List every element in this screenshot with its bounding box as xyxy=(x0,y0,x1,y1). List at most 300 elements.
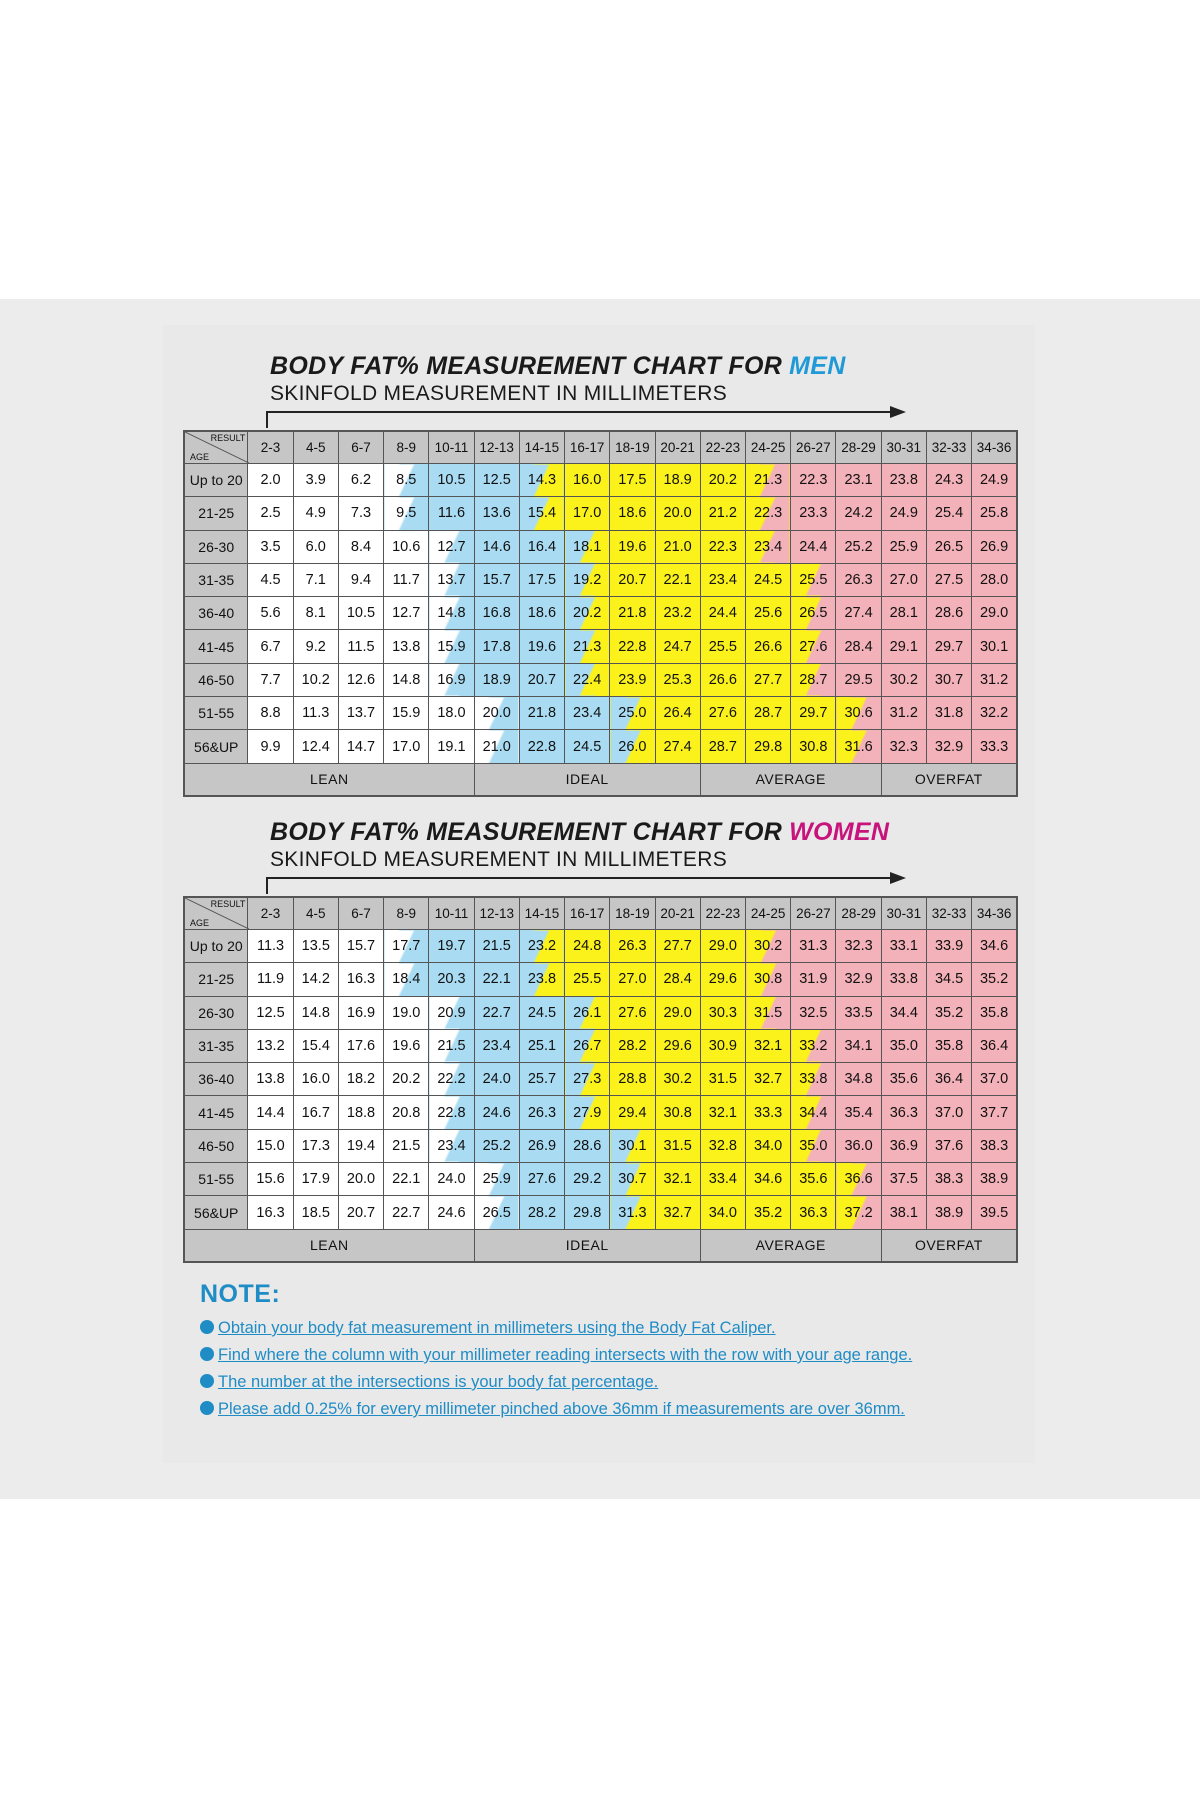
table-row xyxy=(184,1063,1017,1096)
body-fat-value: 28.1 xyxy=(881,597,926,630)
table-row xyxy=(184,1096,1017,1129)
body-fat-value: 16.3 xyxy=(338,963,383,996)
bullet-icon xyxy=(200,1374,214,1388)
body-fat-value: 27.0 xyxy=(610,963,655,996)
body-fat-value: 35.2 xyxy=(926,996,971,1029)
body-fat-value: 19.6 xyxy=(610,530,655,563)
body-fat-value: 27.9 xyxy=(565,1096,610,1129)
category-row xyxy=(184,1229,1017,1262)
body-fat-value: 39.5 xyxy=(972,1196,1017,1229)
body-fat-value: 28.8 xyxy=(610,1063,655,1096)
body-fat-value: 22.1 xyxy=(384,1163,429,1196)
body-fat-value: 25.9 xyxy=(474,1163,519,1196)
body-fat-value: 38.1 xyxy=(881,1196,926,1229)
body-fat-value: 26.0 xyxy=(610,730,655,763)
body-fat-value: 31.3 xyxy=(791,930,836,963)
table-row xyxy=(184,1196,1017,1229)
body-fat-value: 37.2 xyxy=(836,1196,881,1229)
body-fat-value: 35.0 xyxy=(881,1029,926,1062)
category-label: IDEAL xyxy=(474,1229,700,1262)
body-fat-value: 3.5 xyxy=(248,530,293,563)
body-fat-value: 32.5 xyxy=(791,996,836,1029)
body-fat-value: 25.5 xyxy=(791,563,836,596)
body-fat-value: 21.3 xyxy=(565,630,610,663)
body-fat-value: 28.6 xyxy=(926,597,971,630)
body-fat-value: 34.0 xyxy=(746,1129,791,1162)
body-fat-value: 36.6 xyxy=(836,1163,881,1196)
body-fat-value: 11.9 xyxy=(248,963,293,996)
body-fat-value: 30.1 xyxy=(972,630,1017,663)
body-fat-value: 15.4 xyxy=(293,1029,338,1062)
age-range-label: 41-45 xyxy=(184,630,248,663)
body-fat-value: 21.8 xyxy=(519,697,564,730)
table-row xyxy=(184,1029,1017,1062)
body-fat-value: 11.6 xyxy=(429,497,474,530)
age-range-label: 56&UP xyxy=(184,730,248,763)
body-fat-value: 20.7 xyxy=(338,1196,383,1229)
body-fat-value: 21.8 xyxy=(610,597,655,630)
body-fat-value: 11.5 xyxy=(338,630,383,663)
body-fat-value: 31.6 xyxy=(836,730,881,763)
age-range-label: 36-40 xyxy=(184,597,248,630)
body-fat-value: 16.0 xyxy=(565,464,610,497)
body-fat-value: 18.4 xyxy=(384,963,429,996)
body-fat-value: 20.2 xyxy=(384,1063,429,1096)
body-fat-value: 34.1 xyxy=(836,1029,881,1062)
body-fat-value: 21.0 xyxy=(655,530,700,563)
body-fat-value: 12.6 xyxy=(338,663,383,696)
body-fat-value: 16.3 xyxy=(248,1196,293,1229)
body-fat-value: 31.2 xyxy=(972,663,1017,696)
women-gender-label: WOMEN xyxy=(789,818,890,846)
body-fat-value: 14.7 xyxy=(338,730,383,763)
body-fat-value: 16.9 xyxy=(429,663,474,696)
age-range-label: 31-35 xyxy=(184,563,248,596)
body-fat-value: 14.6 xyxy=(474,530,519,563)
age-range-label: 26-30 xyxy=(184,530,248,563)
body-fat-value: 29.5 xyxy=(836,663,881,696)
column-header: 30-31 xyxy=(881,431,926,464)
body-fat-value: 20.0 xyxy=(474,697,519,730)
body-fat-value: 14.4 xyxy=(248,1096,293,1129)
corner-result-label: RESULT xyxy=(210,433,246,443)
column-header: 32-33 xyxy=(926,431,971,464)
body-fat-value: 20.9 xyxy=(429,996,474,1029)
body-fat-value: 22.2 xyxy=(429,1063,474,1096)
table-row xyxy=(184,530,1017,563)
body-fat-value: 25.5 xyxy=(700,630,745,663)
body-fat-value: 18.9 xyxy=(655,464,700,497)
body-fat-value: 27.6 xyxy=(610,996,655,1029)
body-fat-value: 28.0 xyxy=(972,563,1017,596)
body-fat-value: 29.0 xyxy=(700,930,745,963)
body-fat-value: 22.3 xyxy=(745,497,790,530)
body-fat-value: 23.2 xyxy=(655,597,700,630)
body-fat-value: 21.5 xyxy=(429,1029,474,1062)
column-header: 22-23 xyxy=(700,897,745,930)
body-fat-value: 28.7 xyxy=(791,663,836,696)
body-fat-value: 26.9 xyxy=(519,1129,564,1162)
body-fat-value: 26.6 xyxy=(745,630,790,663)
notes-title: NOTE: xyxy=(200,1280,281,1308)
body-fat-value: 23.1 xyxy=(836,464,881,497)
body-fat-value: 37.0 xyxy=(926,1096,971,1129)
body-fat-value: 36.3 xyxy=(881,1096,926,1129)
body-fat-value: 29.4 xyxy=(610,1096,655,1129)
body-fat-value: 25.8 xyxy=(972,497,1017,530)
column-header: 28-29 xyxy=(836,897,881,930)
category-label: LEAN xyxy=(184,763,474,796)
body-fat-value: 35.8 xyxy=(972,996,1017,1029)
body-fat-value: 38.3 xyxy=(926,1163,971,1196)
body-fat-value: 32.1 xyxy=(655,1163,700,1196)
body-fat-value: 32.9 xyxy=(836,963,881,996)
body-fat-value: 30.1 xyxy=(610,1129,655,1162)
column-header: 16-17 xyxy=(565,897,610,930)
body-fat-value: 30.3 xyxy=(700,996,745,1029)
body-fat-value: 24.0 xyxy=(429,1163,474,1196)
body-fat-value: 36.3 xyxy=(791,1196,836,1229)
corner-header xyxy=(184,897,248,930)
body-fat-value: 13.5 xyxy=(293,930,338,963)
body-fat-value: 23.4 xyxy=(745,530,790,563)
body-fat-value: 31.3 xyxy=(610,1196,655,1229)
body-fat-value: 18.2 xyxy=(338,1063,383,1096)
body-fat-value: 23.4 xyxy=(474,1029,519,1062)
body-fat-value: 23.4 xyxy=(700,563,745,596)
body-fat-value: 37.5 xyxy=(881,1163,926,1196)
body-fat-value: 30.7 xyxy=(926,663,971,696)
bullet-icon xyxy=(200,1320,214,1334)
note-item xyxy=(200,1400,1000,1419)
body-fat-value: 18.5 xyxy=(293,1196,338,1229)
body-fat-value: 24.4 xyxy=(791,530,836,563)
body-fat-value: 35.6 xyxy=(881,1063,926,1096)
body-fat-value: 32.3 xyxy=(836,930,881,963)
body-fat-value: 20.0 xyxy=(655,497,700,530)
body-fat-value: 26.1 xyxy=(565,996,610,1029)
body-fat-value: 8.8 xyxy=(248,697,293,730)
corner-result-label: RESULT xyxy=(210,899,246,909)
body-fat-value: 21.2 xyxy=(700,497,745,530)
body-fat-value: 22.1 xyxy=(474,963,519,996)
bullet-icon xyxy=(200,1347,214,1361)
body-fat-value: 17.5 xyxy=(610,464,655,497)
body-fat-value: 12.7 xyxy=(429,530,474,563)
category-label: LEAN xyxy=(184,1229,474,1262)
body-fat-value: 28.7 xyxy=(745,697,790,730)
body-fat-value: 17.9 xyxy=(293,1163,338,1196)
body-fat-value: 33.9 xyxy=(926,930,971,963)
table-row xyxy=(184,497,1017,530)
note-text: Please add 0.25% for every millimeter pinched above 36mm if measurements are over 36mm. xyxy=(218,1400,905,1418)
women-chart-table xyxy=(183,896,1018,1263)
body-fat-value: 15.9 xyxy=(384,697,429,730)
table-row xyxy=(184,563,1017,596)
column-header: 4-5 xyxy=(293,431,338,464)
column-header: 18-19 xyxy=(610,897,655,930)
body-fat-value: 19.4 xyxy=(338,1129,383,1162)
body-fat-value: 25.2 xyxy=(836,530,881,563)
table-row xyxy=(184,663,1017,696)
body-fat-value: 5.6 xyxy=(248,597,293,630)
age-range-label: 36-40 xyxy=(184,1063,248,1096)
column-header: 16-17 xyxy=(565,431,610,464)
column-header: 2-3 xyxy=(248,897,293,930)
body-fat-value: 12.7 xyxy=(384,597,429,630)
body-fat-value: 26.4 xyxy=(655,697,700,730)
men-chart-table xyxy=(183,430,1018,797)
body-fat-value: 8.4 xyxy=(338,530,383,563)
body-fat-value: 13.7 xyxy=(429,563,474,596)
body-fat-value: 10.5 xyxy=(338,597,383,630)
body-fat-value: 3.9 xyxy=(293,464,338,497)
body-fat-value: 28.7 xyxy=(700,730,745,763)
body-fat-value: 31.5 xyxy=(655,1129,700,1162)
body-fat-value: 25.0 xyxy=(610,697,655,730)
column-header: 28-29 xyxy=(836,431,881,464)
body-fat-value: 14.3 xyxy=(519,464,564,497)
body-fat-value: 19.6 xyxy=(519,630,564,663)
body-fat-value: 26.9 xyxy=(972,530,1017,563)
note-text: Obtain your body fat measurement in millimeters using the Body Fat Caliper. xyxy=(218,1319,776,1337)
body-fat-value: 16.8 xyxy=(474,597,519,630)
women-direction-arrow xyxy=(266,870,1096,894)
body-fat-value: 15.4 xyxy=(519,497,564,530)
body-fat-value: 37.7 xyxy=(972,1096,1017,1129)
body-fat-value: 8.1 xyxy=(293,597,338,630)
body-fat-value: 15.6 xyxy=(248,1163,293,1196)
table-row xyxy=(184,597,1017,630)
body-fat-value: 18.9 xyxy=(474,663,519,696)
column-header: 26-27 xyxy=(791,897,836,930)
body-fat-value: 35.0 xyxy=(791,1129,836,1162)
body-fat-value: 30.2 xyxy=(746,930,791,963)
column-header: 26-27 xyxy=(791,431,836,464)
note-text: Find where the column with your millimeter reading intersects with the row with your age range. xyxy=(218,1346,913,1364)
women-chart xyxy=(183,818,1018,1278)
body-fat-value: 32.9 xyxy=(926,730,971,763)
body-fat-value: 24.8 xyxy=(565,930,610,963)
body-fat-value: 26.6 xyxy=(700,663,745,696)
body-fat-value: 27.6 xyxy=(700,697,745,730)
body-fat-value: 38.9 xyxy=(972,1163,1017,1196)
corner-age-label: AGE xyxy=(190,918,210,928)
body-fat-value: 38.3 xyxy=(972,1129,1017,1162)
body-fat-value: 27.3 xyxy=(565,1063,610,1096)
body-fat-value: 26.5 xyxy=(926,530,971,563)
body-fat-value: 14.8 xyxy=(293,996,338,1029)
body-fat-value: 4.5 xyxy=(248,563,293,596)
body-fat-value: 20.7 xyxy=(610,563,655,596)
body-fat-value: 18.1 xyxy=(565,530,610,563)
column-header: 32-33 xyxy=(926,897,971,930)
body-fat-value: 10.5 xyxy=(429,464,474,497)
body-fat-value: 30.2 xyxy=(881,663,926,696)
body-fat-value: 24.0 xyxy=(474,1063,519,1096)
body-fat-value: 38.9 xyxy=(926,1196,971,1229)
column-header: 14-15 xyxy=(519,431,564,464)
body-fat-value: 19.1 xyxy=(429,730,474,763)
body-fat-value: 11.3 xyxy=(293,697,338,730)
body-fat-value: 14.8 xyxy=(384,663,429,696)
table-row xyxy=(184,930,1017,963)
body-fat-value: 21.0 xyxy=(474,730,519,763)
body-fat-value: 32.8 xyxy=(700,1129,745,1162)
body-fat-value: 22.7 xyxy=(474,996,519,1029)
body-fat-value: 27.5 xyxy=(926,563,971,596)
body-fat-value: 30.6 xyxy=(836,697,881,730)
body-fat-value: 18.6 xyxy=(519,597,564,630)
body-fat-value: 29.6 xyxy=(655,1029,700,1062)
body-fat-value: 27.4 xyxy=(655,730,700,763)
body-fat-value: 32.3 xyxy=(881,730,926,763)
body-fat-value: 15.7 xyxy=(338,930,383,963)
body-fat-value: 25.1 xyxy=(519,1029,564,1062)
body-fat-value: 6.7 xyxy=(248,630,293,663)
body-fat-value: 28.4 xyxy=(836,630,881,663)
body-fat-value: 22.8 xyxy=(519,730,564,763)
age-range-label: 21-25 xyxy=(184,963,248,996)
body-fat-value: 9.5 xyxy=(384,497,429,530)
body-fat-value: 36.4 xyxy=(926,1063,971,1096)
body-fat-value: 2.0 xyxy=(248,464,293,497)
body-fat-value: 8.5 xyxy=(384,464,429,497)
body-fat-value: 30.2 xyxy=(655,1063,700,1096)
body-fat-value: 24.5 xyxy=(519,996,564,1029)
body-fat-value: 15.7 xyxy=(474,563,519,596)
body-fat-value: 31.5 xyxy=(746,996,791,1029)
body-fat-value: 13.2 xyxy=(248,1029,293,1062)
column-header: 20-21 xyxy=(655,897,700,930)
body-fat-value: 19.0 xyxy=(384,996,429,1029)
body-fat-value: 27.6 xyxy=(791,630,836,663)
body-fat-value: 25.7 xyxy=(519,1063,564,1096)
body-fat-value: 23.2 xyxy=(519,930,564,963)
age-range-label: Up to 20 xyxy=(184,464,248,497)
body-fat-value: 14.2 xyxy=(293,963,338,996)
corner-header xyxy=(184,431,248,464)
column-header: 6-7 xyxy=(338,897,383,930)
body-fat-value: 30.8 xyxy=(746,963,791,996)
body-fat-value: 35.2 xyxy=(972,963,1017,996)
body-fat-value: 33.1 xyxy=(881,930,926,963)
body-fat-value: 23.4 xyxy=(429,1129,474,1162)
notes-section xyxy=(200,1280,1000,1427)
body-fat-value: 31.2 xyxy=(881,697,926,730)
body-fat-value: 12.5 xyxy=(248,996,293,1029)
body-fat-value: 16.0 xyxy=(293,1063,338,1096)
body-fat-value: 32.2 xyxy=(972,697,1017,730)
body-fat-value: 35.2 xyxy=(746,1196,791,1229)
table-row xyxy=(184,1163,1017,1196)
column-header: 10-11 xyxy=(429,431,474,464)
category-row xyxy=(184,763,1017,796)
body-fat-value: 17.5 xyxy=(519,563,564,596)
body-fat-value: 36.9 xyxy=(881,1129,926,1162)
bullet-icon xyxy=(200,1401,214,1415)
age-range-label: 51-55 xyxy=(184,1163,248,1196)
body-fat-value: 30.8 xyxy=(655,1096,700,1129)
men-direction-arrow xyxy=(266,404,1096,428)
body-fat-value: 10.6 xyxy=(384,530,429,563)
body-fat-value: 29.8 xyxy=(745,730,790,763)
body-fat-value: 36.4 xyxy=(972,1029,1017,1062)
age-range-label: 31-35 xyxy=(184,1029,248,1062)
body-fat-value: 22.7 xyxy=(384,1196,429,1229)
body-fat-value: 7.3 xyxy=(338,497,383,530)
body-fat-value: 34.0 xyxy=(700,1196,745,1229)
category-label: AVERAGE xyxy=(700,1229,881,1262)
body-fat-value: 24.7 xyxy=(655,630,700,663)
body-fat-value: 20.0 xyxy=(338,1163,383,1196)
body-fat-value: 24.5 xyxy=(745,563,790,596)
body-fat-value: 24.3 xyxy=(926,464,971,497)
age-range-label: 41-45 xyxy=(184,1096,248,1129)
body-fat-value: 20.2 xyxy=(565,597,610,630)
body-fat-value: 36.0 xyxy=(836,1129,881,1162)
body-fat-value: 27.7 xyxy=(655,930,700,963)
body-fat-value: 17.3 xyxy=(293,1129,338,1162)
body-fat-value: 22.3 xyxy=(791,464,836,497)
corner-age-label: AGE xyxy=(190,452,210,462)
body-fat-value: 24.6 xyxy=(429,1196,474,1229)
body-fat-value: 17.0 xyxy=(384,730,429,763)
body-fat-value: 22.1 xyxy=(655,563,700,596)
table-row xyxy=(184,697,1017,730)
body-fat-value: 21.3 xyxy=(745,464,790,497)
body-fat-value: 24.5 xyxy=(565,730,610,763)
body-fat-value: 24.9 xyxy=(881,497,926,530)
body-fat-value: 28.2 xyxy=(610,1029,655,1062)
body-fat-value: 17.0 xyxy=(565,497,610,530)
body-fat-value: 35.6 xyxy=(791,1163,836,1196)
body-fat-value: 4.9 xyxy=(293,497,338,530)
body-fat-value: 18.6 xyxy=(610,497,655,530)
body-fat-value: 33.8 xyxy=(791,1063,836,1096)
category-label: OVERFAT xyxy=(881,763,1017,796)
body-fat-value: 26.3 xyxy=(610,930,655,963)
body-fat-value: 14.8 xyxy=(429,597,474,630)
body-fat-value: 16.9 xyxy=(338,996,383,1029)
body-fat-value: 29.0 xyxy=(655,996,700,1029)
column-header: 34-36 xyxy=(972,897,1017,930)
body-fat-value: 24.9 xyxy=(972,464,1017,497)
body-fat-value: 20.8 xyxy=(384,1096,429,1129)
body-fat-value: 22.8 xyxy=(429,1096,474,1129)
column-header: 8-9 xyxy=(384,897,429,930)
body-fat-value: 32.7 xyxy=(746,1063,791,1096)
body-fat-value: 29.1 xyxy=(881,630,926,663)
body-fat-value: 28.2 xyxy=(519,1196,564,1229)
category-label: OVERFAT xyxy=(881,1229,1017,1262)
body-fat-value: 27.7 xyxy=(745,663,790,696)
body-fat-value: 34.5 xyxy=(926,963,971,996)
column-header: 8-9 xyxy=(384,431,429,464)
age-range-label: 21-25 xyxy=(184,497,248,530)
body-fat-value: 33.8 xyxy=(881,963,926,996)
body-fat-value: 30.7 xyxy=(610,1163,655,1196)
body-fat-value: 34.6 xyxy=(972,930,1017,963)
women-chart-title: BODY FAT% MEASUREMENT CHART FOR WOMEN xyxy=(270,818,890,846)
body-fat-value: 29.2 xyxy=(565,1163,610,1196)
body-fat-value: 32.1 xyxy=(746,1029,791,1062)
body-fat-value: 15.9 xyxy=(429,630,474,663)
body-fat-value: 29.7 xyxy=(926,630,971,663)
body-fat-value: 2.5 xyxy=(248,497,293,530)
body-fat-value: 9.2 xyxy=(293,630,338,663)
body-fat-value: 12.5 xyxy=(474,464,519,497)
